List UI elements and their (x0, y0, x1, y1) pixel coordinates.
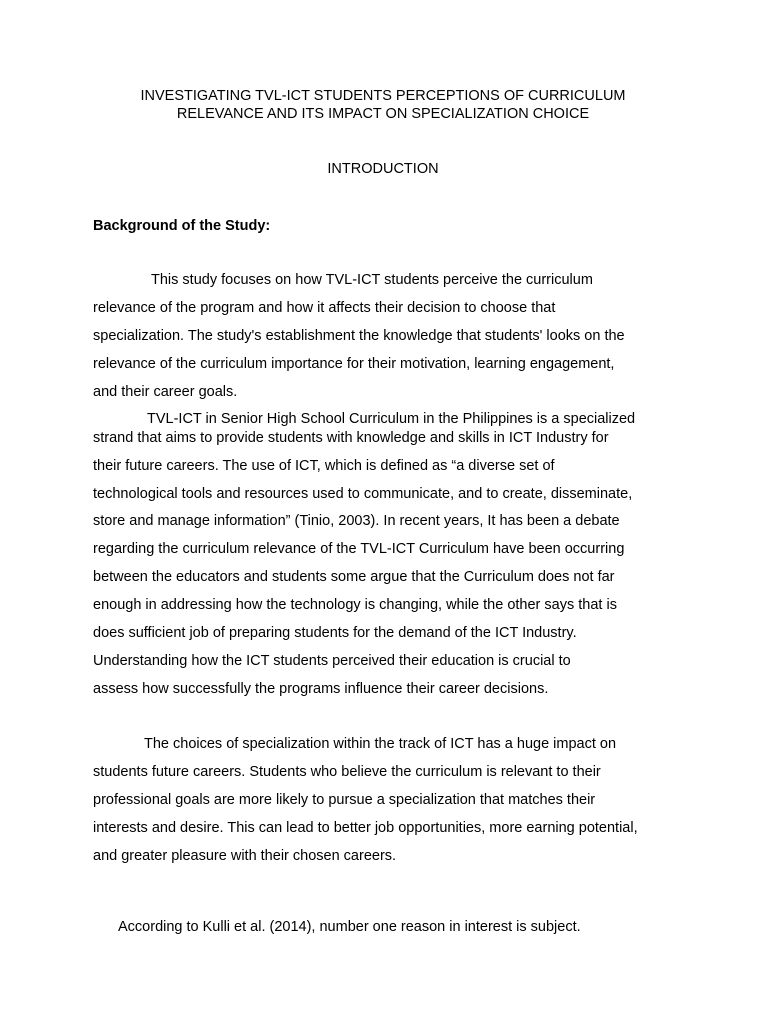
paragraph2-line: enough in addressing how the technology is changing, while the other says that is (93, 597, 617, 613)
paragraph2-line: assess how successfully the programs influence their career decisions. (93, 681, 549, 697)
paragraph1-line: relevance of the curriculum importance for their motivation, learning engagement, (93, 356, 615, 372)
document-title (93, 87, 673, 123)
paragraph2-line: Understanding how the ICT students perceived their education is crucial to (93, 653, 571, 669)
paragraph1-line: specialization. The study's establishment the knowledge that students' looks on the (93, 328, 625, 344)
paragraph2-line: regarding the curriculum relevance of the TVL-ICT Curriculum have been occurring (93, 541, 625, 557)
title-line-1: INVESTIGATING TVL-ICT STUDENTS PERCEPTIONS OF CURRICULUM (140, 88, 626, 104)
paragraph2-line: their future careers. The use of ICT, which is defined as “a diverse set of (93, 458, 555, 474)
paragraph2-line: store and manage information” (Tinio, 2003). In recent years, It has been a debate (93, 513, 620, 529)
paragraph2-line: technological tools and resources used to communicate, and to create, disseminate, (93, 486, 633, 502)
title-line-2: RELEVANCE AND ITS IMPACT ON SPECIALIZATION CHOICE (176, 106, 590, 122)
paragraph3-line: The choices of specialization within the track of ICT has a huge impact on (144, 736, 617, 752)
paragraph2-line: does sufficient job of preparing students for the demand of the ICT Industry. (93, 625, 577, 641)
section-heading-introduction: INTRODUCTION (327, 161, 439, 177)
paragraph2-line: strand that aims to provide students with knowledge and skills in ICT Industry for (93, 430, 609, 446)
paragraph1-line: relevance of the program and how it affects their decision to choose that (93, 300, 556, 316)
paragraph3-line: students future careers. Students who believe the curriculum is relevant to their (93, 764, 601, 780)
paragraph4-line: According to Kulli et al. (2014), number one reason in interest is subject. (118, 919, 581, 935)
subheading-background: Background of the Study: (93, 218, 271, 234)
paragraph2-line: between the educators and students some argue that the Curriculum does not far (93, 569, 615, 585)
paragraph1-line: This study focuses on how TVL-ICT students perceive the curriculum (151, 272, 593, 288)
paragraph2-line: TVL-ICT in Senior High School Curriculum in the Philippines is a specialized (147, 411, 636, 427)
paragraph3-line: and greater pleasure with their chosen careers. (93, 848, 397, 864)
paragraph1-line: and their career goals. (93, 384, 238, 400)
paragraph3-line: professional goals are more likely to pursue a specialization that matches their (93, 792, 596, 808)
paragraph3-line: interests and desire. This can lead to better job opportunities, more earning potential, (93, 820, 638, 836)
